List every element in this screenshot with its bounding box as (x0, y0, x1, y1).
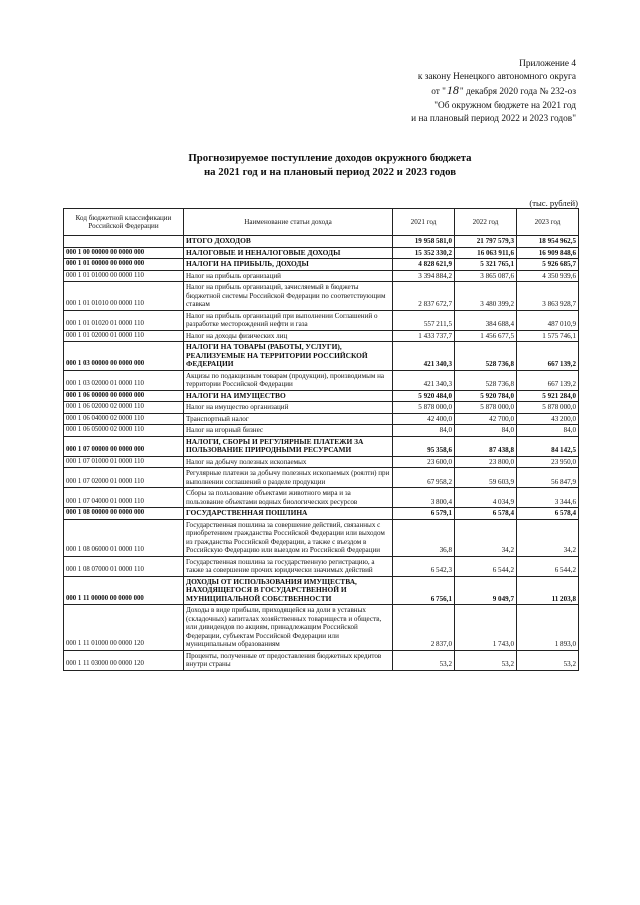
row-name: Налог на игорный бизнес (184, 425, 393, 437)
row-code: 000 1 06 04000 02 0000 110 (64, 413, 184, 425)
row-value-2022: 59 603,9 (455, 468, 517, 488)
appendix-line-3-suffix: " декабря 2020 года № 232-оз (459, 87, 576, 98)
table-row (64, 519, 579, 556)
row-value-2021: 36,8 (393, 519, 455, 556)
row-code: 000 1 06 05000 02 0000 110 (64, 425, 184, 437)
row-value-2023: 1 893,0 (517, 605, 579, 651)
row-value-2023: 667 139,2 (517, 370, 579, 390)
table-header-row (64, 209, 579, 236)
table-row (64, 402, 579, 414)
row-value-2023: 3 344,6 (517, 488, 579, 508)
row-value-2023: 84,0 (517, 425, 579, 437)
row-value-2022: 84,0 (455, 425, 517, 437)
table-row (64, 436, 579, 456)
row-value-2023: 84 142,5 (517, 436, 579, 456)
row-value-2023: 487 010,9 (517, 310, 579, 330)
row-code: 000 1 06 02000 02 0000 110 (64, 402, 184, 414)
appendix-line-2: к закону Ненецкого автономного округа (417, 72, 576, 83)
row-code: 000 1 08 06000 01 0000 110 (64, 519, 184, 556)
table-row (64, 556, 579, 576)
row-name: Доходы в виде прибыли, приходящейся на доли в уставных (складочных) капиталах хозяйственных товариществ и обществ, или дивидендов по акциям, принадлежащим Российской Федерации, субъектам Российской Федерации или муниципальным образованиям (184, 605, 393, 651)
row-value-2021: 2 837 672,7 (393, 282, 455, 311)
row-name: Налог на добычу полезных ископаемых (184, 456, 393, 468)
handwritten-day: 18 (446, 83, 459, 98)
row-value-2022: 21 797 579,3 (455, 236, 517, 248)
row-name: НАЛОГИ НА ПРИБЫЛЬ, ДОХОДЫ (184, 259, 393, 271)
row-value-2023: 3 863 928,7 (517, 282, 579, 311)
row-value-2021: 42 400,0 (393, 413, 455, 425)
table-row (64, 259, 579, 271)
row-value-2022: 384 688,4 (455, 310, 517, 330)
row-name: НАЛОГОВЫЕ И НЕНАЛОГОВЫЕ ДОХОДЫ (184, 247, 393, 259)
header-2021: 2021 год (393, 209, 455, 236)
row-code: 000 1 01 01010 00 0000 110 (64, 282, 184, 311)
row-value-2022: 6 544,2 (455, 556, 517, 576)
table-row (64, 247, 579, 259)
table-row (64, 413, 579, 425)
row-value-2023: 6 544,2 (517, 556, 579, 576)
appendix-line-5: и на плановый период 2022 и 2023 годов" (411, 113, 576, 124)
table-row (64, 425, 579, 437)
appendix-line-3-prefix: от " (431, 87, 446, 98)
row-value-2021: 53,2 (393, 650, 455, 670)
row-value-2021: 5 920 484,0 (393, 390, 455, 402)
row-code: 000 1 11 01000 00 0000 120 (64, 605, 184, 651)
row-value-2022: 42 700,0 (455, 413, 517, 425)
row-value-2021: 6 542,3 (393, 556, 455, 576)
row-value-2023: 667 139,2 (517, 342, 579, 371)
row-name: Государственная пошлина за государственную регистрацию, а также за совершение прочих юридически значимых действий (184, 556, 393, 576)
row-name: Акцизы по подакцизным товарам (продукции), производимым на территории Российской Федерации (184, 370, 393, 390)
row-value-2023: 6 578,4 (517, 508, 579, 520)
row-value-2022: 5 920 784,0 (455, 390, 517, 402)
header-name: Наименование статьи дохода (184, 209, 393, 236)
table-row (64, 310, 579, 330)
row-code: 000 1 01 00000 00 0000 000 (64, 259, 184, 271)
row-value-2021: 4 828 621,9 (393, 259, 455, 271)
row-value-2023: 53,2 (517, 650, 579, 670)
table-row (64, 330, 579, 342)
row-value-2021: 67 958,2 (393, 468, 455, 488)
row-value-2022: 23 800,0 (455, 456, 517, 468)
row-value-2021: 421 340,3 (393, 342, 455, 371)
row-name: НАЛОГИ НА ТОВАРЫ (РАБОТЫ, УСЛУГИ), РЕАЛИЗУЕМЫЕ НА ТЕРРИТОРИИ РОССИЙСКОЙ ФЕДЕРАЦИИ (184, 342, 393, 371)
table-row (64, 468, 579, 488)
row-value-2021: 5 878 000,0 (393, 402, 455, 414)
row-value-2022: 3 865 087,6 (455, 270, 517, 282)
header-2022: 2022 год (455, 209, 517, 236)
revenue-table (63, 208, 579, 671)
row-value-2022: 5 878 000,0 (455, 402, 517, 414)
row-value-2023: 1 575 746,1 (517, 330, 579, 342)
table-row (64, 390, 579, 402)
row-value-2022: 87 438,8 (455, 436, 517, 456)
table-row (64, 282, 579, 311)
row-value-2021: 23 600,0 (393, 456, 455, 468)
row-value-2021: 6 579,1 (393, 508, 455, 520)
row-name: Транспортный налог (184, 413, 393, 425)
row-code: 000 1 06 00000 00 0000 000 (64, 390, 184, 402)
row-code: 000 1 01 02000 01 0000 110 (64, 330, 184, 342)
row-value-2021: 3 800,4 (393, 488, 455, 508)
row-value-2021: 557 211,5 (393, 310, 455, 330)
row-name: НАЛОГИ НА ИМУЩЕСТВО (184, 390, 393, 402)
row-value-2022: 6 578,4 (455, 508, 517, 520)
title-line-2: на 2021 год и на плановый период 2022 и 2023 годов (203, 166, 457, 178)
table-row (64, 342, 579, 371)
row-value-2022: 528 736,8 (455, 342, 517, 371)
row-value-2021: 421 340,3 (393, 370, 455, 390)
row-name: НАЛОГИ, СБОРЫ И РЕГУЛЯРНЫЕ ПЛАТЕЖИ ЗА ПОЛЬЗОВАНИЕ ПРИРОДНЫМИ РЕСУРСАМИ (184, 436, 393, 456)
row-value-2021: 15 352 330,2 (393, 247, 455, 259)
row-value-2023: 4 350 939,6 (517, 270, 579, 282)
row-value-2022: 1 743,0 (455, 605, 517, 651)
appendix-line-4: "Об окружном бюджете на 2021 год (434, 100, 576, 111)
row-value-2021: 19 958 581,0 (393, 236, 455, 248)
table-row (64, 270, 579, 282)
row-code: 000 1 03 02000 01 0000 110 (64, 370, 184, 390)
row-name: Налог на прибыль организаций при выполнении Соглашений о разработке месторождений нефти и газа (184, 310, 393, 330)
row-name: ГОСУДАРСТВЕННАЯ ПОШЛИНА (184, 508, 393, 520)
row-name: Налог на прибыль организаций, зачисляемый в бюджеты бюджетной системы Российской Федерации по соответствующим ставкам (184, 282, 393, 311)
table-row (64, 488, 579, 508)
row-name: Налог на доходы физических лиц (184, 330, 393, 342)
title-line-1: Прогнозируемое поступление доходов окружного бюджета (188, 152, 472, 164)
row-name: Регулярные платежи за добычу полезных ископаемых (роялти) при выполнении соглашений о разделе продукции (184, 468, 393, 488)
row-value-2023: 5 926 685,7 (517, 259, 579, 271)
document-title (60, 151, 600, 179)
row-code: 000 1 01 01020 01 0000 110 (64, 310, 184, 330)
header-2023: 2023 год (517, 209, 579, 236)
row-code: 000 1 07 01000 01 0000 110 (64, 456, 184, 468)
row-value-2023: 18 954 962,5 (517, 236, 579, 248)
row-value-2023: 56 847,9 (517, 468, 579, 488)
row-code: 000 1 00 00000 00 0000 000 (64, 247, 184, 259)
row-value-2021: 95 358,6 (393, 436, 455, 456)
row-code: 000 1 07 04000 01 0000 110 (64, 488, 184, 508)
row-code (64, 236, 184, 248)
row-value-2021: 2 837,0 (393, 605, 455, 651)
row-value-2023: 34,2 (517, 519, 579, 556)
row-value-2021: 3 394 884,2 (393, 270, 455, 282)
appendix-block (276, 58, 576, 126)
row-code: 000 1 11 00000 00 0000 000 (64, 576, 184, 605)
row-code: 000 1 11 03000 00 0000 120 (64, 650, 184, 670)
row-code: 000 1 08 07000 01 0000 110 (64, 556, 184, 576)
row-name: ИТОГО ДОХОДОВ (184, 236, 393, 248)
header-code: Код бюджетной классификации Российской Федерации (64, 209, 184, 236)
row-code: 000 1 01 01000 00 0000 110 (64, 270, 184, 282)
row-value-2023: 5 878 000,0 (517, 402, 579, 414)
row-value-2022: 53,2 (455, 650, 517, 670)
row-value-2022: 4 034,9 (455, 488, 517, 508)
table-row (64, 508, 579, 520)
row-value-2023: 11 203,8 (517, 576, 579, 605)
row-value-2021: 1 433 737,7 (393, 330, 455, 342)
row-value-2022: 528 736,8 (455, 370, 517, 390)
row-name: Проценты, полученные от предоставления бюджетных кредитов внутри страны (184, 650, 393, 670)
row-name: Налог на прибыль организаций (184, 270, 393, 282)
appendix-line-1: Приложение 4 (519, 59, 576, 69)
row-code: 000 1 07 00000 00 0000 000 (64, 436, 184, 456)
table-row (64, 236, 579, 248)
appendix-line-3 (276, 84, 576, 99)
row-value-2023: 23 950,0 (517, 456, 579, 468)
row-value-2023: 16 909 848,6 (517, 247, 579, 259)
table-row (64, 576, 579, 605)
row-name: Налог на имущество организаций (184, 402, 393, 414)
row-value-2022: 3 480 399,2 (455, 282, 517, 311)
row-value-2023: 43 200,0 (517, 413, 579, 425)
row-code: 000 1 03 00000 00 0000 000 (64, 342, 184, 371)
table-row (64, 605, 579, 651)
table-row (64, 650, 579, 670)
row-value-2022: 1 456 677,5 (455, 330, 517, 342)
row-name: ДОХОДЫ ОТ ИСПОЛЬЗОВАНИЯ ИМУЩЕСТВА, НАХОДЯЩЕГОСЯ В ГОСУДАРСТВЕННОЙ И МУНИЦИПАЛЬНОЙ СОБСТВЕННОСТИ (184, 576, 393, 605)
row-code: 000 1 08 00000 00 0000 000 (64, 508, 184, 520)
row-code: 000 1 07 02000 01 0000 110 (64, 468, 184, 488)
row-name: Сборы за пользование объектами животного мира и за пользование объектами водных биологических ресурсов (184, 488, 393, 508)
row-value-2021: 84,0 (393, 425, 455, 437)
table-row (64, 456, 579, 468)
row-value-2022: 5 321 765,1 (455, 259, 517, 271)
row-value-2022: 34,2 (455, 519, 517, 556)
row-name: Государственная пошлина за совершение действий, связанных с приобретением гражданства Российской Федерации или выходом из гражданства Российской Федерации, а также с въездом в Российскую Федерацию или выездом из Российской Федерации (184, 519, 393, 556)
table-row (64, 370, 579, 390)
units-label: (тыс. рублей) (529, 198, 578, 208)
row-value-2021: 6 756,1 (393, 576, 455, 605)
row-value-2022: 9 049,7 (455, 576, 517, 605)
row-value-2023: 5 921 284,0 (517, 390, 579, 402)
row-value-2022: 16 063 911,6 (455, 247, 517, 259)
